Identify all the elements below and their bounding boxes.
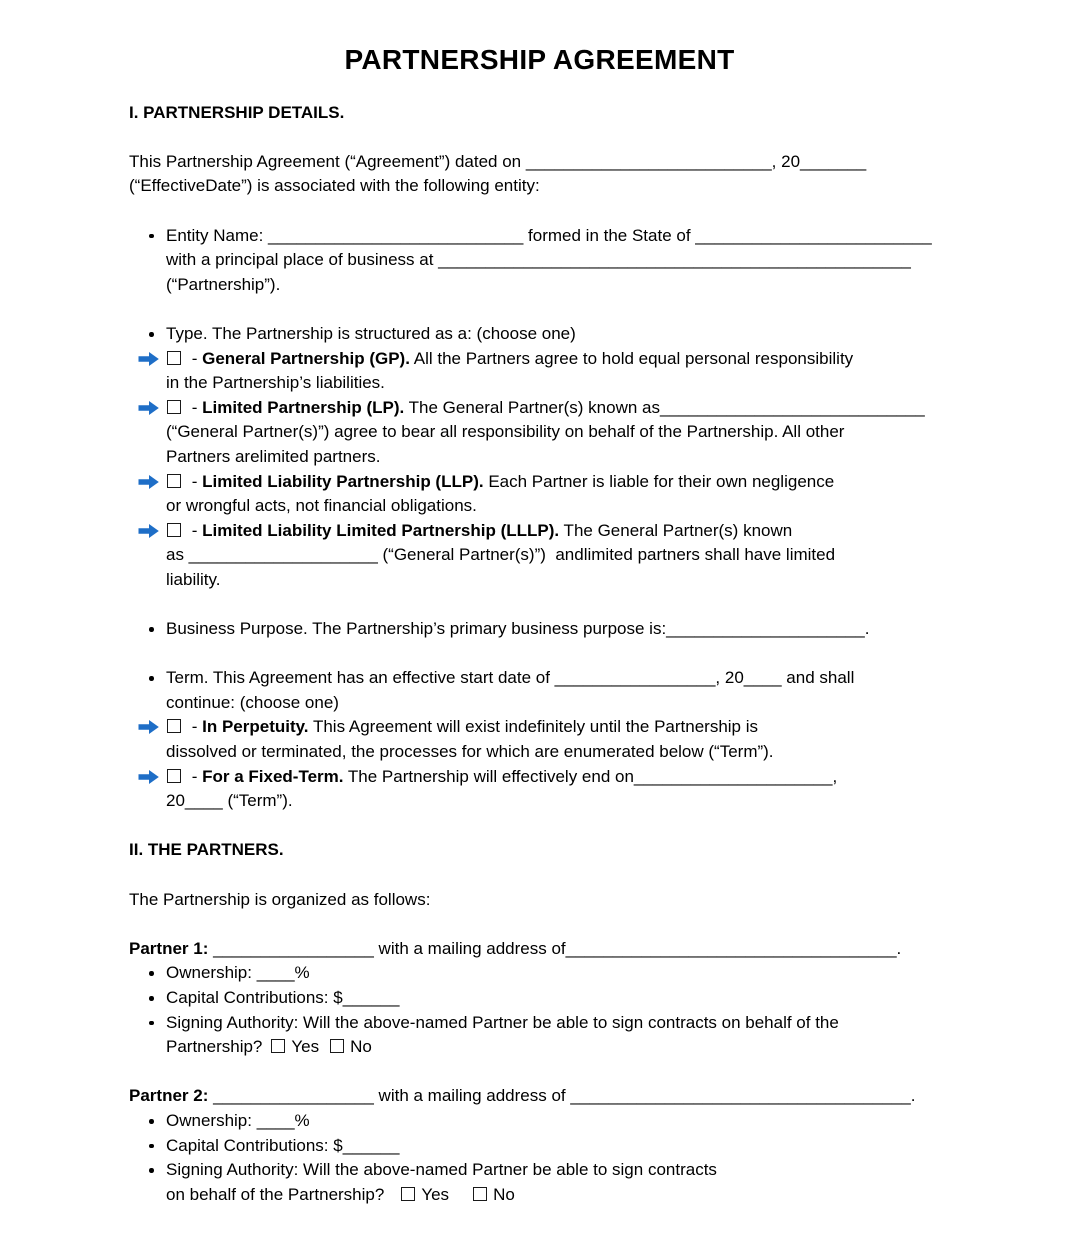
perpetuity-checkbox-icon[interactable] (167, 719, 181, 733)
capital-line: Capital Contributions: $______ (166, 987, 400, 1007)
signing-line (166, 1183, 950, 1208)
signing-authority-bullet (129, 1158, 950, 1207)
bullet-icon (149, 996, 154, 1001)
bullet-icon (149, 971, 154, 976)
option-text: All the Partners agree to hold equal personal responsibility (409, 348, 854, 368)
option-text: Each Partner is liable for their own negligence (483, 471, 835, 491)
bullet-icon (149, 627, 154, 632)
partners-intro: The Partnership is organized as follows: (129, 889, 431, 909)
blue-arrow-icon (137, 719, 160, 735)
separator: - (187, 397, 203, 417)
business-purpose-bullet (129, 617, 950, 642)
option-line: as ____________________ (“General Partner(s)”) andlimited partners shall have limited (166, 545, 836, 565)
blue-arrow-icon (137, 351, 160, 367)
option-label: Limited Liability Partnership (LLP). (202, 471, 484, 491)
term-line: continue: (choose one) (166, 692, 339, 712)
section-heading-partnership-details: I. PARTNERSHIP DETAILS. (129, 102, 345, 122)
signing-authority-bullet (129, 1011, 950, 1060)
entity-line: (“Partnership”). (166, 274, 281, 294)
no-checkbox-icon[interactable] (330, 1039, 344, 1053)
llp-checkbox-icon[interactable] (167, 474, 181, 488)
separator: - (187, 717, 203, 737)
entity-line: with a principal place of business at __________________________________________________ (166, 250, 911, 270)
lllp-checkbox-icon[interactable] (167, 523, 181, 537)
option-line: Partners arelimited partners. (166, 446, 381, 466)
gp-checkbox-icon[interactable] (167, 351, 181, 365)
option-text: This Agreement will exist indefinitely until the Partnership is (308, 717, 759, 737)
signing-line: Signing Authority: Will the above-named Partner be able to sign contracts on behalf of the (166, 1012, 839, 1032)
bullet-icon (149, 1119, 154, 1124)
yes-label: Yes (291, 1037, 320, 1057)
signing-line (166, 1035, 950, 1060)
option-line (166, 765, 950, 790)
ownership-bullet (129, 1109, 950, 1134)
separator: - (187, 471, 203, 491)
option-line: dissolved or terminated, the processes for which are enumerated below (“Term”). (166, 742, 774, 762)
option-label: Limited Partnership (LP). (202, 397, 405, 417)
intro-line: This Partnership Agreement (“Agreement”) dated on __________________________, 20_______ (129, 151, 867, 171)
term-bullet (129, 666, 950, 715)
no-label: No (350, 1037, 372, 1057)
blue-arrow-icon (137, 400, 160, 416)
partner-header-text: _________________ with a mailing address of___________________________________. (208, 938, 902, 958)
option-text: The Partnership will effectively end on_____________________, (343, 766, 838, 786)
option-line: in the Partnership’s liabilities. (166, 373, 385, 393)
blue-arrow-icon (137, 769, 160, 785)
partner-1-header (129, 937, 950, 962)
no-label: No (493, 1184, 515, 1204)
partner-2-block (129, 1084, 950, 1207)
section-heading-the-partners: II. THE PARTNERS. (129, 840, 284, 860)
signing-line: Signing Authority: Will the above-named Partner be able to sign contracts (166, 1160, 717, 1180)
term-line: Term. This Agreement has an effective start date of _________________, 20____ and shall (166, 668, 855, 688)
option-line: liability. (166, 569, 221, 589)
type-line: Type. The Partnership is structured as a: (choose one) (166, 323, 576, 343)
yes-label: Yes (421, 1184, 450, 1204)
type-bullet (129, 322, 950, 347)
option-line: or wrongful acts, not financial obligations. (166, 496, 477, 516)
blue-arrow-icon (137, 523, 160, 539)
option-fixed-term (129, 765, 950, 814)
bullet-icon (149, 234, 154, 239)
option-line (166, 470, 950, 495)
signing-question: on behalf of the Partnership? (166, 1184, 385, 1204)
intro-line: (“EffectiveDate”) is associated with the following entity: (129, 176, 540, 196)
option-limited-partnership (129, 396, 950, 470)
bullet-icon (149, 1168, 154, 1173)
ownership-line: Ownership: ____% (166, 1110, 310, 1130)
option-label: In Perpetuity. (202, 717, 309, 737)
partner-1-block (129, 937, 950, 1060)
option-line (166, 396, 950, 421)
signing-question: Partnership? (166, 1037, 263, 1057)
option-label: Limited Liability Limited Partnership (LLLP). (202, 520, 560, 540)
capital-contributions-bullet (129, 986, 950, 1011)
option-label: General Partnership (GP). (202, 348, 410, 368)
blue-arrow-icon (137, 474, 160, 490)
partner-label: Partner 2: (129, 1086, 209, 1106)
option-in-perpetuity (129, 715, 950, 764)
no-checkbox-icon[interactable] (473, 1187, 487, 1201)
separator: - (187, 766, 203, 786)
partner-label: Partner 1: (129, 938, 209, 958)
business-purpose-line: Business Purpose. The Partnership’s primary business purpose is:_____________________. (166, 619, 870, 639)
option-line (166, 715, 950, 740)
option-line (166, 347, 950, 372)
separator: - (187, 348, 203, 368)
lp-checkbox-icon[interactable] (167, 400, 181, 414)
bullet-icon (149, 1144, 154, 1149)
yes-checkbox-icon[interactable] (401, 1187, 415, 1201)
entity-name-bullet (129, 224, 950, 298)
option-line: 20____ (“Term”). (166, 791, 293, 811)
option-limited-liability-partnership (129, 470, 950, 519)
option-label: For a Fixed-Term. (202, 766, 344, 786)
bullet-icon (149, 676, 154, 681)
capital-line: Capital Contributions: $______ (166, 1135, 400, 1155)
partner-2-header (129, 1084, 950, 1109)
fixed-term-checkbox-icon[interactable] (167, 769, 181, 783)
document-title: PARTNERSHIP AGREEMENT (344, 44, 735, 75)
bullet-icon (149, 1021, 154, 1026)
option-line: (“General Partner(s)”) agree to bear all responsibility on behalf of the Partnership. All other (166, 422, 845, 442)
entity-line: Entity Name: ___________________________ formed in the State of _________________________ (166, 225, 932, 245)
bullet-icon (149, 332, 154, 337)
intro-paragraph (129, 150, 950, 199)
yes-checkbox-icon[interactable] (271, 1039, 285, 1053)
option-text: The General Partner(s) known as____________________________ (404, 397, 925, 417)
separator: - (187, 520, 203, 540)
partner-header-text: _________________ with a mailing address of ____________________________________. (208, 1086, 916, 1106)
option-limited-liability-limited-partnership (129, 519, 950, 593)
option-text: The General Partner(s) known (559, 520, 793, 540)
ownership-bullet (129, 961, 950, 986)
ownership-line: Ownership: ____% (166, 963, 310, 983)
option-line (166, 519, 950, 544)
option-general-partnership (129, 347, 950, 396)
capital-contributions-bullet (129, 1134, 950, 1159)
